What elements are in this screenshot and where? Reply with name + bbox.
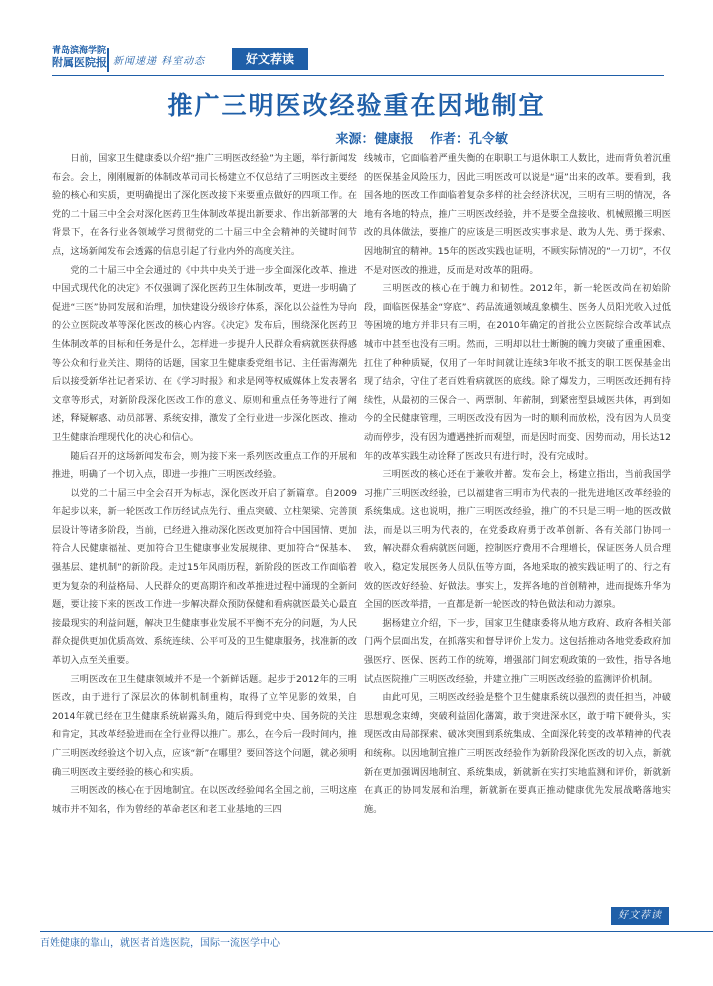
paragraph: 线城市，它面临着严重失衡的在职职工与退休职工人数比，进而背负着沉重的医保基金风险压力，因此三明医改可以说是“逼”出来的改革。要看到，我国各地的医改工作面临着复杂多样的社会经济状况，三明有三明的情况，各地有各地的特点，推广三明医改经验，并不是要全盘接收、机械照搬三明医改的具体做法，要推广的应该是三明医改实事求是、敢为人先、勇于探索、因地制宜的精神。15年的医改实践也证明，不顾实际情况的“一刀切”，不仅不是对医改的推进，反而是对改革的阻碍。 bbox=[364, 153, 671, 276]
article-author: 作者：孔令敏 bbox=[429, 132, 508, 147]
paragraph: 三明医改的核心在于魄力和韧性。2012年，新一轮医改尚在初始阶段，面临医保基金“穿底”、药品流通领域乱象横生、医务人员阳光收入过低等困境的地方并非只有三明，在2010年确定的首批公立医院综合改革试点城市中甚至也没有三明。然而，三明却以壮士断腕的魄力突破了重重困难、扛住了种种质疑，仅用了一年时间就让连续3年收不抵支的职工医保基金出现了结余，守住了老百姓看病就医的底线。除了爆发力，三明医改还拥有持续性，从最初的三保合一、两票制、年薪制，到紧密型县域医共体，再到如今的全民健康管理，三明医改没有因为一时的顺利而放松，没有因为人员变动而停步，没有因为遭遇挫折而观望，而是因时而变、因势而动，用长达12年的改革实践生动诠释了医改只有进行时，没有完成时。 bbox=[364, 283, 671, 462]
paragraph: 三明医改在卫生健康领域并不是一个新鲜话题。起步于2012年的三明医改，由于进行了深层次的体制机制重构，取得了立竿见影的效果，自2014年就已经在卫生健康系统崭露头角，随后得到党中央、国务院的关注和肯定，其改革经验进而在全行业得以推广。那么，在今后一段时间内，推广三明医改经验这个切入点，应该“新”在哪里？要回答这个问题，就必须明确三明医改主要经验的核心和实质。 bbox=[52, 673, 357, 778]
article-source: 来源：健康报 bbox=[335, 132, 414, 147]
paragraph: 由此可见，三明医改经验是整个卫生健康系统以强烈的责任担当，冲破思想观念束缚，突破利益固化藩篱，敢于突进深水区，敢于啃下硬骨头，实现医改由局部探索、破冰突围到系统集成、全面深化转变的改革精神的代表和统称。以因地制宜推广三明医改经验作为新阶段深化医改的切入点，新就新在更加强调因地制宜、系统集成，新就新在实打实地监测和评价，新就新在真正的协同发展和治理，新就新在要真正推动健康优先发展战略落地实施。 bbox=[364, 692, 671, 815]
article-column-right bbox=[364, 150, 671, 819]
article-title: 推广三明医改经验重在因地制宜 bbox=[167, 91, 546, 120]
paragraph: 以党的二十届三中全会召开为标志，深化医改开启了新篇章。自2009年起步以来，新一轮医改工作历经试点先行、重点突破、立柱架梁、完善顶层设计等诸多阶段，当前，已经进入推动深化医改更加符合中国国情、更加符合人民健康福祉、更加符合卫生健康事业发展规律、更加符合“保基本、强基层、建机制”的新阶段。走过15年风雨历程，新阶段的医改工作面临着更为复杂的利益格局、人民群众的更高期许和改革推进过程中涌现的全新问题，要让接下来的医改工作进一步解决群众预防保健和看病就医最关心最直接最现实的利益问题，解决卫生健康事业发展不平衡不充分的问题，为人民群众提供更加优质高效、系统连续、公平可及的卫生健康服务，找准新的改革切入点至关重要。 bbox=[52, 487, 357, 667]
footer-divider bbox=[40, 931, 713, 932]
section-tag: 好文荐读 bbox=[232, 48, 308, 70]
paragraph: 据杨建立介绍，下一步，国家卫生健康委将从地方政府、政府各相关部门两个层面出发，在抓落实和督导评价上发力。这包括推动各地党委政府加强医疗、医保、医药工作的统筹，增强部门间宏观政策的一致性，指导各地试点医院推广三明医改经验，并建立推广三明医改经验的监测评价机制。 bbox=[364, 617, 671, 685]
header-divider bbox=[52, 75, 664, 76]
paragraph: 随后召开的这场新闻发布会，则为接下来一系列医改重点工作的开展和推进，明确了一个切入点，即进一步推广三明医改经验。 bbox=[52, 450, 357, 481]
hospital-newspaper-logo bbox=[52, 46, 107, 75]
logo-line1: 青岛滨海学院 bbox=[52, 46, 107, 56]
logo-divider bbox=[107, 48, 109, 72]
paragraph: 三明医改的核心在于因地制宜。在以医改经验闻名全国之前，三明这座城市并不知名，作为曾经的革命老区和老工业基地的三四 bbox=[52, 785, 357, 815]
header-tagline: 新闻速递 科室动态 bbox=[113, 56, 206, 67]
paragraph: 三明医改的核心还在于兼收并蓄。发布会上，杨建立指出，当前我国学习推广三明医改经验，已以福建省三明市为代表的一批先进地区改革经验的系统集成。这也说明，推广三明医改经验，推广的不只是三明一地的医改做法，而是以三明为代表的，在党委政府勇于改革创新、各有关部门协同一致，解决群众看病就医问题，控制医疗费用不合理增长，保证医务人员合理收入，稳定发展医务人员队伍等方面，各地采取的被实践证明了的、行之有效的医改好经验、好做法。事实上，发挥各地的首创精神，进而提炼升华为全国的医改举措，一直都是新一轮医改的特色做法和动力源泉。 bbox=[364, 469, 671, 611]
logo-line2: 附属医院报 bbox=[52, 55, 107, 69]
article-column-left bbox=[52, 150, 357, 819]
footer-slogan: 百姓健康的靠山，就医者首选医院，国际一流医学中心 bbox=[40, 938, 280, 949]
section-corner-logo: 好文荐读 bbox=[611, 907, 669, 925]
page-header bbox=[0, 0, 713, 80]
paragraph: 日前，国家卫生健康委以介绍“推广三明医改经验”为主题，举行新闻发布会。会上，刚刚履新的体制改革司司长杨建立不仅总结了三明医改主要经验的核心和实质，更明确提出了深化医改接下来要重点做好的四项工作。在党的二十届三中全会对深化医药卫生体制改革提出新要求、作出新部署的大背景下，在各行业各领域学习贯彻党的二十届三中全会精神的关键时间节点，这场新闻发布会透露的信息引起了行业内外的高度关注。 bbox=[52, 153, 357, 257]
paragraph: 党的二十届三中全会通过的《中共中央关于进一步全面深化改革、推进中国式现代化的决定》不仅强调了深化医药卫生体制改革，更进一步明确了促进“三医”协同发展和治理，加快建设分级诊疗体系，深化以公益性为导向的公立医院改革等深化医改的核心内容。《决定》发布后，围绕深化医药卫生体制改革的目标和任务是什么，怎样进一步提升人民群众看病就医获得感等公众和行业关注、期待的话题，国家卫生健康委党组书记、主任雷海潮先后以接受新华社记者采访、在《学习时报》和求是网等权威媒体上发表署名文章等形式，对新阶段深化医改工作的意义、原则和重点任务等进行了阐述，释疑解惑、动员部署、系统安排，激发了全行业进一步深化医改、推动卫生健康治理现代化的决心和信心。 bbox=[52, 264, 357, 443]
article-byline bbox=[335, 128, 508, 147]
